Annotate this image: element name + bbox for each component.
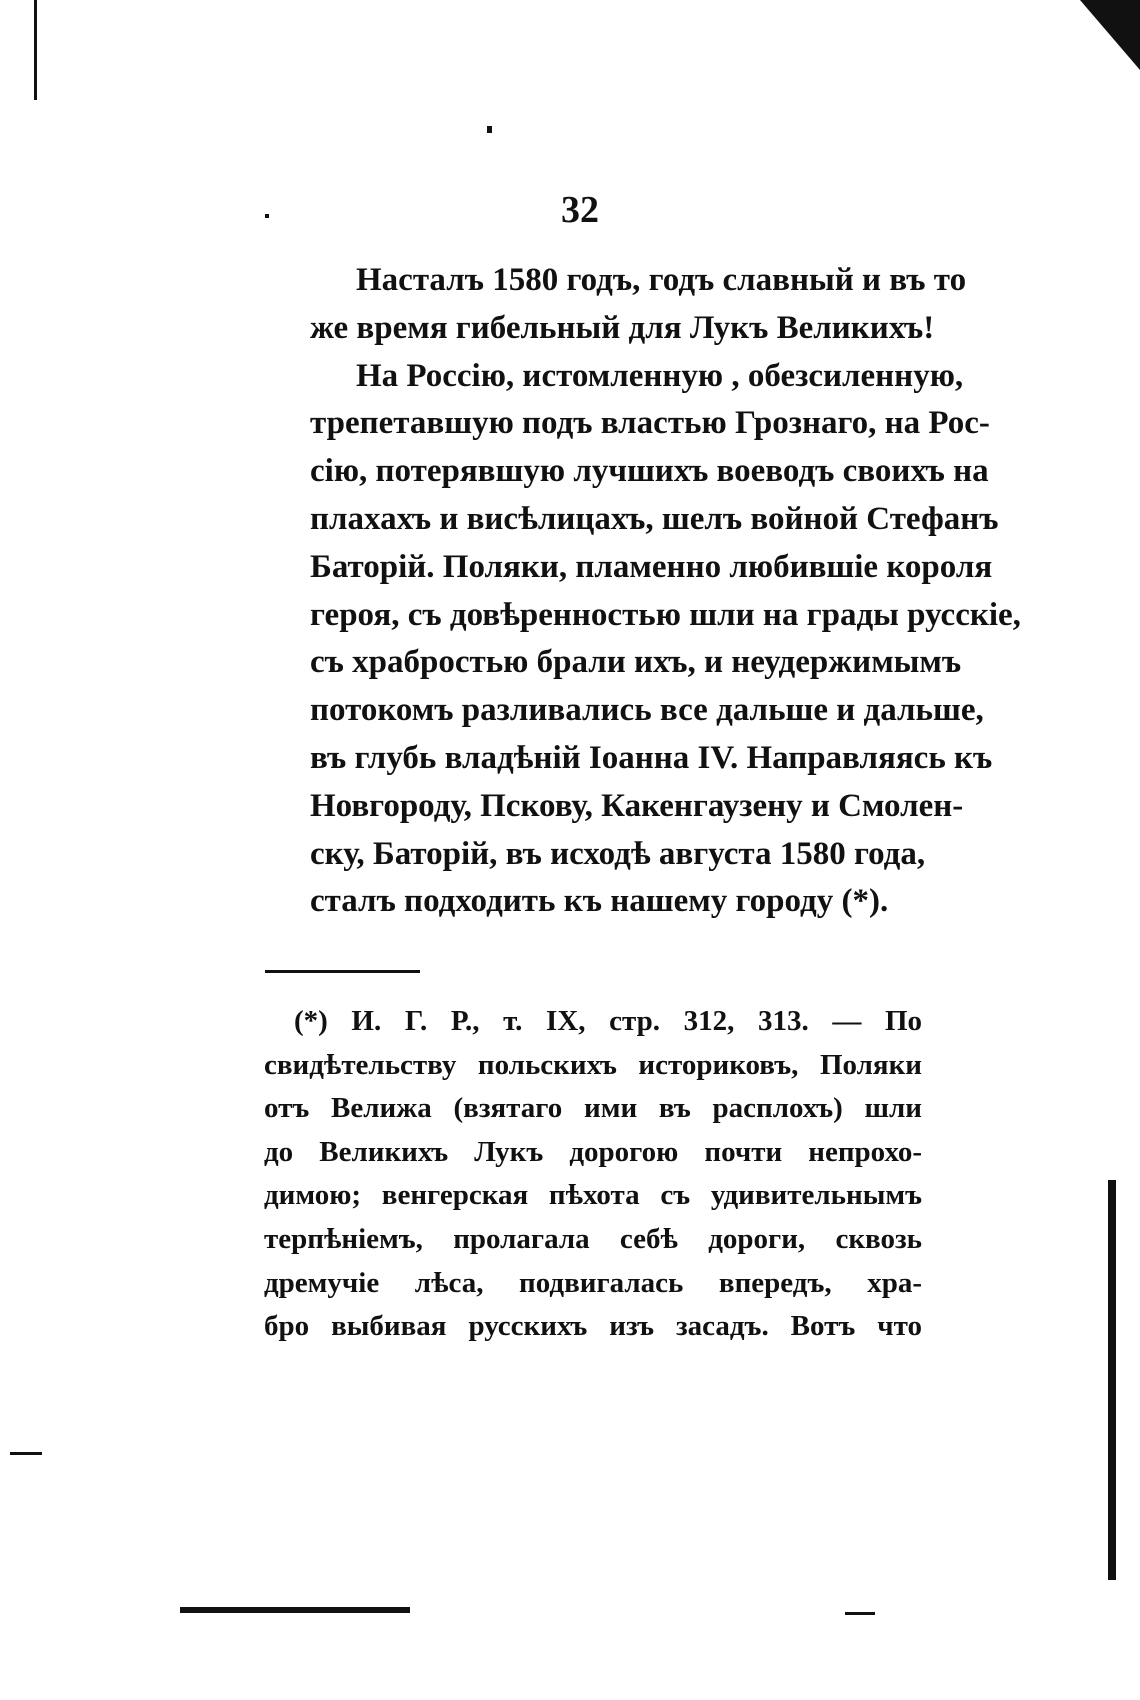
text-line: Баторій. Поляки, пламенно любившіе короля xyxy=(310,548,993,585)
text-line: Новгороду, Пскову, Какенгаузену и Смолен- xyxy=(310,787,964,824)
paragraph xyxy=(264,353,1021,927)
text-line: героя, съ довѣренностью шли на грады русскіе, xyxy=(310,596,1021,633)
text-line: трепетавшую подъ властью Грознаго, на Рос- xyxy=(310,405,990,442)
footnote-line: отъ Велижа (взятаго ими въ расплохъ) шли xyxy=(264,1092,922,1125)
text-line: Насталъ 1580 годъ, годъ славный и въ то xyxy=(356,262,967,298)
scan-corner-mark xyxy=(1080,0,1140,70)
footnote xyxy=(264,1000,922,1349)
footnote-line: димою; венгерская пѣхота съ удивительнымъ xyxy=(264,1179,922,1212)
text-line: сталъ подходить къ нашему городу (*). xyxy=(310,883,889,920)
text-line: съ храбростью брали ихъ, и неудержимымъ xyxy=(310,644,962,681)
scan-edge-line xyxy=(34,0,37,100)
footnote-line: терпѣніемъ, пролагала себѣ дороги, сквозь xyxy=(264,1222,922,1255)
footnote-line: дремучіе лѣса, подвигалась впередъ, хра- xyxy=(264,1266,922,1299)
text-line: На Россію, истомленную , обезсиленную, xyxy=(356,357,964,394)
scan-speck xyxy=(487,126,492,133)
scan-bottom-mark xyxy=(845,1612,875,1615)
scan-edge-bar xyxy=(1108,1180,1116,1580)
page-number: 32 xyxy=(561,189,599,231)
footnote-line: бро выбивая русскихъ изъ засадъ. Вотъ что xyxy=(264,1310,922,1343)
text-line: же время гибельный для Лукъ Великихъ! xyxy=(310,309,935,346)
main-text xyxy=(264,257,1021,926)
scan-bottom-mark xyxy=(180,1607,410,1613)
text-line: потокомъ разливались все дальше и дальше, xyxy=(310,692,984,729)
footnote-divider xyxy=(265,970,420,973)
paragraph xyxy=(264,257,967,353)
text-line: плахахъ и висѣлицахъ, шелъ войной Стефанъ xyxy=(310,500,999,537)
scan-mark xyxy=(10,1452,42,1455)
text-line: въ глубь владѣній Іоанна IV. Направляясь къ xyxy=(310,739,993,776)
text-line: ску, Баторій, въ исходѣ августа 1580 года, xyxy=(310,835,926,872)
footnote-line: (*) И. Г. Р., т. IX, стр. 312, 313. — По xyxy=(294,1005,922,1037)
text-line: сію, потерявшую лучшихъ воеводъ своихъ на xyxy=(310,453,989,490)
footnote-line: свидѣтельству польскихъ историковъ, Поляки xyxy=(264,1048,922,1081)
footnote-line: до Великихъ Лукъ дорогою почти непрохо- xyxy=(264,1135,922,1168)
